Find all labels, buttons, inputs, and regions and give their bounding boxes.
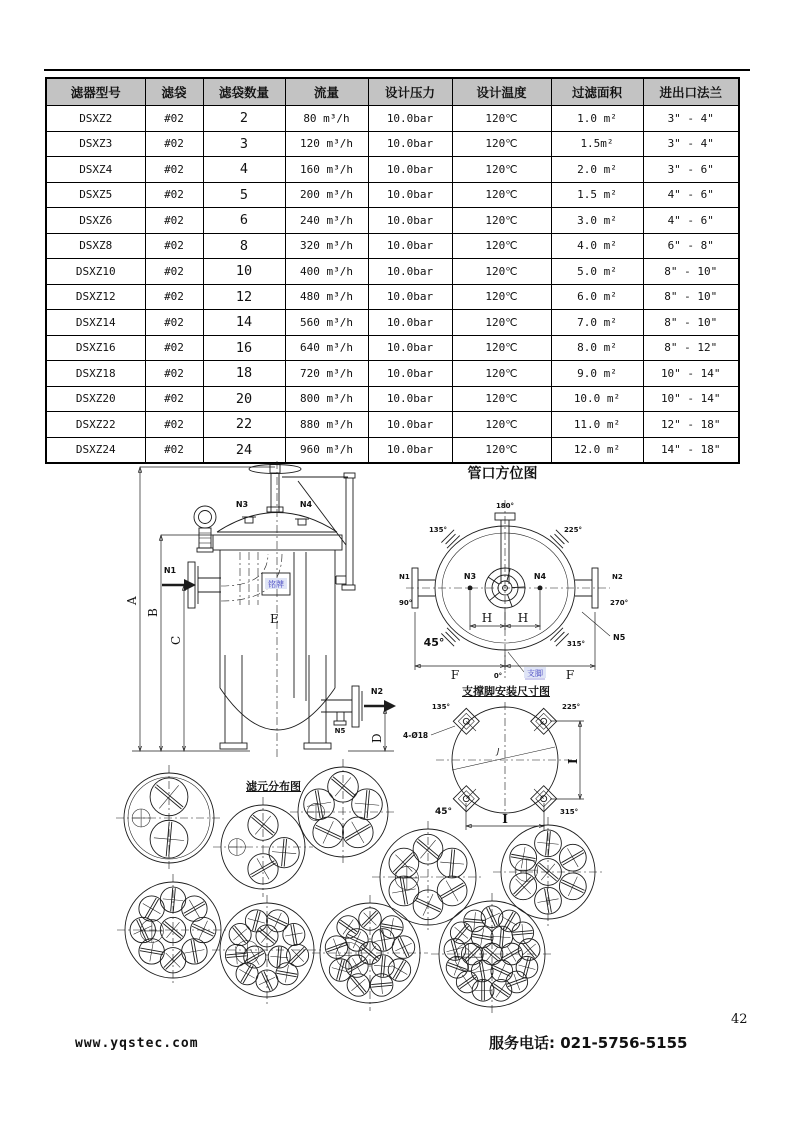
table-cell: DSXZ10 [46,259,145,285]
table-cell: 1.5 m² [551,182,643,208]
table-cell: 640 m³/h [285,335,368,361]
table-cell: 120℃ [452,361,551,387]
column-header: 设计温度 [452,78,551,106]
orientation-n3-label: N3 [463,572,477,581]
n2-label: N2 [370,687,384,696]
table-cell: 80 m³/h [285,106,368,132]
table-cell: 120℃ [452,131,551,157]
support-angle-315-label: 315° [560,808,579,816]
table-cell: 11.0 m² [551,412,643,438]
table-cell: #02 [145,361,203,387]
table-row [46,259,739,285]
table-cell: 10.0bar [368,310,452,336]
dim-e-label: E [270,612,279,626]
table-cell: DSXZ14 [46,310,145,336]
page-number: 42 [731,1012,748,1027]
column-header: 设计压力 [368,78,452,106]
distribution-circle [312,895,428,1011]
table-cell: 12 [203,284,285,310]
table-cell: 22 [203,412,285,438]
angle-135-label: 135° [428,526,448,534]
table-cell: #02 [145,259,203,285]
table-cell: 8 [203,233,285,259]
n4-label: N4 [299,500,313,509]
table-cell: 120℃ [452,412,551,438]
table-cell: DSXZ20 [46,386,145,412]
table-cell: 120℃ [452,335,551,361]
table-cell: 200 m³/h [285,182,368,208]
table-cell: DSXZ12 [46,284,145,310]
table-cell: 120℃ [452,182,551,208]
table-cell: 6.0 m² [551,284,643,310]
table-cell: 400 m³/h [285,259,368,285]
support-angle-45-label: 45° [434,807,452,817]
table-cell: 10.0 m² [551,386,643,412]
footer-phone: 服务电话: 021-5756-5155 [489,1034,688,1052]
dim-f-label: F [565,668,575,682]
dim-a-label: A [125,596,139,605]
table-row [46,310,739,336]
table-cell: 8" - 10" [643,310,739,336]
table-cell: 24 [203,437,285,463]
table-cell: 800 m³/h [285,386,368,412]
table-cell: 7.0 m² [551,310,643,336]
element-distribution-drawing [105,750,625,1018]
orientation-n5-label: N5 [613,633,626,642]
table-cell: 320 m³/h [285,233,368,259]
table-cell: 560 m³/h [285,310,368,336]
table-cell: 120℃ [452,106,551,132]
table-cell: 1.0 m² [551,106,643,132]
column-header: 滤器型号 [46,78,145,106]
table-cell: 10.0bar [368,386,452,412]
table-row [46,233,739,259]
table-cell: #02 [145,386,203,412]
table-cell: 10.0bar [368,233,452,259]
spec-table-header [46,78,739,106]
table-cell: 10.0bar [368,208,452,234]
table-cell: 120℃ [452,259,551,285]
table-cell: 10 [203,259,285,285]
dim-i-label: I [566,758,580,764]
table-cell: #02 [145,310,203,336]
table-cell: 14 [203,310,285,336]
support-foot [453,708,479,734]
table-cell: 8.0 m² [551,335,643,361]
table-cell: #02 [145,208,203,234]
table-cell: #02 [145,335,203,361]
orientation-n1-label: N1 [399,573,410,581]
table-cell: #02 [145,284,203,310]
table-cell: 6" - 8" [643,233,739,259]
table-cell: #02 [145,412,203,438]
angle-225-label: 225° [563,526,583,534]
angle-315-label: 315° [566,640,586,648]
table-cell: DSXZ24 [46,437,145,463]
table-cell: 480 m³/h [285,284,368,310]
table-cell: DSXZ16 [46,335,145,361]
distribution-circle [290,759,396,865]
table-cell: 160 m³/h [285,157,368,183]
table-row [46,412,739,438]
table-cell: 14" - 18" [643,437,739,463]
distribution-circle [431,893,553,1015]
angle-180-label: 180° [495,502,515,510]
table-cell: 10.0bar [368,106,452,132]
nozzle-orientation-drawing [398,480,643,692]
angle-270-label: 270° [610,599,629,607]
table-cell: 10.0bar [368,361,452,387]
table-cell: DSXZ18 [46,361,145,387]
table-cell: 16 [203,335,285,361]
n3-label: N3 [235,500,249,509]
spec-table [45,77,740,464]
table-cell: 12.0 m² [551,437,643,463]
dim-h-label: H [517,611,529,625]
footer-website: www.yqstec.com [75,1036,199,1051]
table-cell: 240 m³/h [285,208,368,234]
table-cell: DSXZ6 [46,208,145,234]
n5-label: N5 [334,727,346,735]
table-cell: 10.0bar [368,259,452,285]
table-cell: 12" - 18" [643,412,739,438]
table-cell: 10.0bar [368,412,452,438]
table-cell: 3" - 6" [643,157,739,183]
table-row [46,386,739,412]
table-cell: DSXZ3 [46,131,145,157]
spec-header-row [46,78,739,106]
table-cell: 20 [203,386,285,412]
column-header: 滤袋 [145,78,203,106]
angle-0-label: 0° [493,672,503,680]
table-row [46,182,739,208]
table-cell: DSXZ5 [46,182,145,208]
table-cell: 10.0bar [368,157,452,183]
table-row [46,208,739,234]
table-cell: 6 [203,208,285,234]
table-cell: 10" - 14" [643,361,739,387]
bolt-spec-label: 4-Ø18 [403,731,429,740]
table-cell: 5.0 m² [551,259,643,285]
table-cell: 120℃ [452,437,551,463]
table-row [46,106,739,132]
dim-i-label: I [502,812,508,826]
table-cell: 9.0 m² [551,361,643,387]
dim-f-label: F [450,668,460,682]
table-row [46,131,739,157]
orientation-n2-label: N2 [612,573,623,581]
table-cell: 120℃ [452,208,551,234]
column-header: 进出口法兰 [643,78,739,106]
table-cell: 120℃ [452,284,551,310]
angle-90-label: 90° [399,599,413,607]
table-cell: 1.5m² [551,131,643,157]
column-header: 流量 [285,78,368,106]
table-cell: 10.0bar [368,335,452,361]
orientation-n4-label: N4 [533,572,547,581]
table-cell: 8" - 10" [643,284,739,310]
column-header: 滤袋数量 [203,78,285,106]
table-cell: 3.0 m² [551,208,643,234]
table-cell: #02 [145,233,203,259]
table-cell: 120 m³/h [285,131,368,157]
table-cell: 10.0bar [368,182,452,208]
table-row [46,284,739,310]
table-cell: 120℃ [452,157,551,183]
table-cell: 120℃ [452,310,551,336]
table-cell: 2.0 m² [551,157,643,183]
table-cell: #02 [145,182,203,208]
table-cell: DSXZ2 [46,106,145,132]
table-cell: 4.0 m² [551,233,643,259]
support-angle-135-label: 135° [431,703,450,711]
table-row [46,361,739,387]
table-cell: 8" - 10" [643,259,739,285]
table-cell: 4 [203,157,285,183]
dim-b-label: B [146,608,160,617]
table-cell: 3" - 4" [643,106,739,132]
table-cell: 120℃ [452,386,551,412]
dim-d-label: D [370,733,384,743]
table-cell: 4" - 6" [643,208,739,234]
dim-c-label: C [169,635,183,645]
nameplate-label: 铭牌 [268,580,284,589]
table-cell: 10" - 14" [643,386,739,412]
table-cell: #02 [145,106,203,132]
table-cell: 8" - 12" [643,335,739,361]
table-cell: 880 m³/h [285,412,368,438]
table-cell: 960 m³/h [285,437,368,463]
distribution-title: 滤元分布图 [246,780,301,793]
support-leg-title: 支撑脚安装尺寸图 [462,685,550,698]
dim-j-label: J [497,747,500,756]
distribution-circle [212,895,322,1005]
support-angle-225-label: 225° [562,703,581,711]
distribution-circle [117,874,229,986]
dim-h-label: H [481,611,493,625]
header-rule [44,69,750,71]
table-cell: #02 [145,131,203,157]
table-cell: 10.0bar [368,284,452,310]
table-row [46,335,739,361]
spec-table-body [46,106,739,464]
table-cell: 10.0bar [368,131,452,157]
table-cell: DSXZ22 [46,412,145,438]
table-row [46,157,739,183]
table-cell: 5 [203,182,285,208]
table-cell: 3" - 4" [643,131,739,157]
table-cell: 4" - 6" [643,182,739,208]
table-cell: #02 [145,437,203,463]
table-cell: #02 [145,157,203,183]
vessel-elevation-drawing [118,455,430,787]
table-cell: 18 [203,361,285,387]
table-cell: 3 [203,131,285,157]
n1-label: N1 [163,566,177,575]
table-cell: DSXZ4 [46,157,145,183]
table-cell: 10.0bar [368,437,452,463]
table-cell: 120℃ [452,233,551,259]
leg-callout-label: 支脚 [527,669,543,678]
table-cell: 2 [203,106,285,132]
table-cell: 720 m³/h [285,361,368,387]
distribution-circle [116,765,222,871]
column-header: 过滤面积 [551,78,643,106]
table-cell: DSXZ8 [46,233,145,259]
nozzle-orientation-title: 管口方位图 [467,466,538,482]
angle-45-label: 45° [423,636,445,649]
